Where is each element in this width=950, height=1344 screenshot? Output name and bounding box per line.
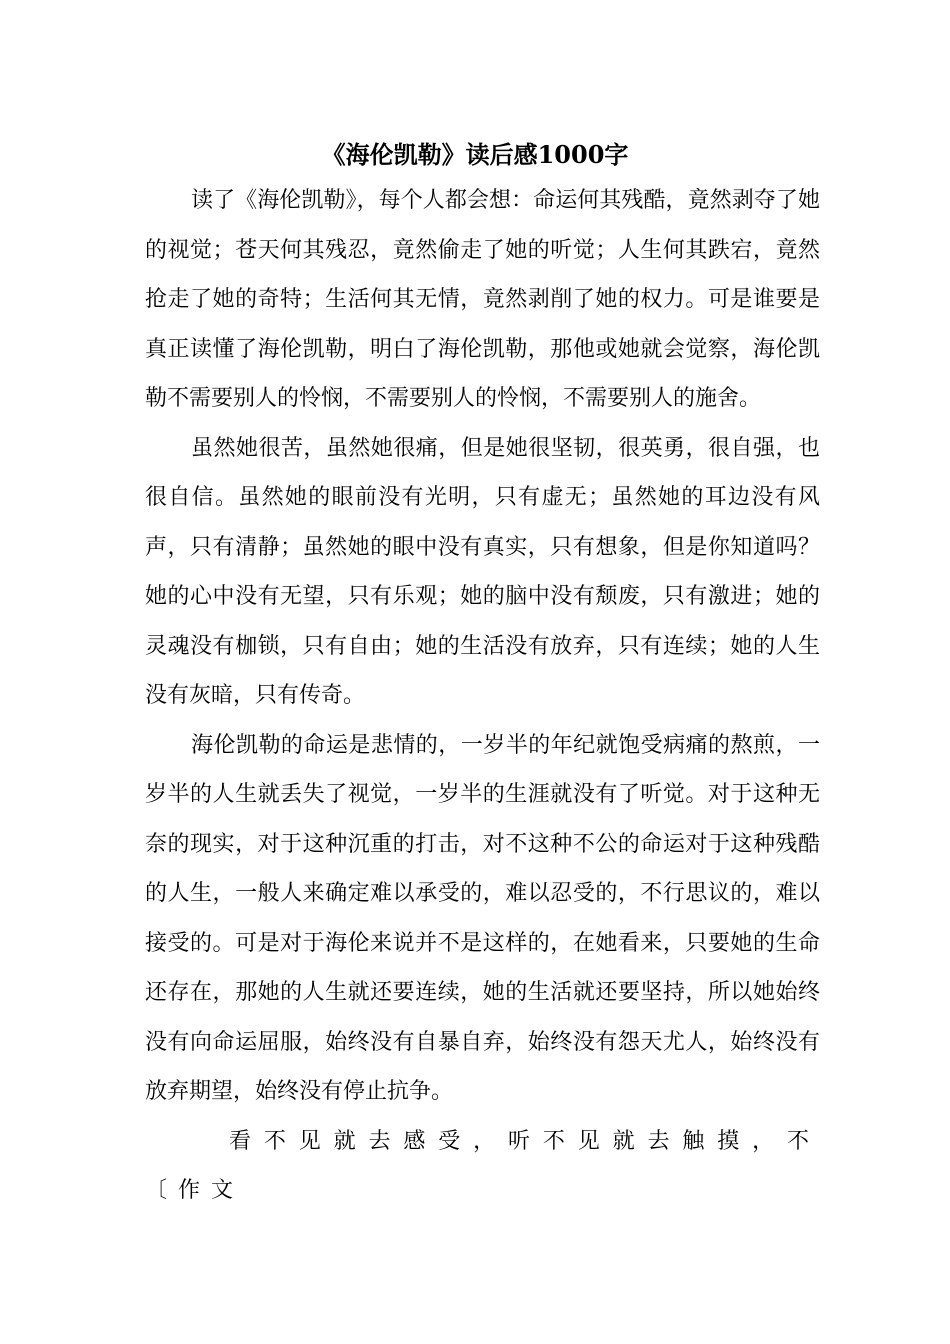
paragraph-2: 虽然她很苦，虽然她很痛，但是她很坚韧，很英勇，很自强，也很自信。虽然她的眼前没有光明，只有虚无；虽然她的耳边没有风声，只有清静；虽然她的眼中没有真实，只有想象，但是你知道吗？她的心中没有无望，只有乐观；她的脑中没有颓废，只有激进；她的灵魂没有枷锁，只有自由；她的生活没有放弃，只有连续；她的人生没有灰暗，只有传奇。	[145, 435, 820, 708]
document-body	[145, 176, 820, 1216]
paragraph-1: 读了《海伦凯勒》，每个人都会想：命运何其残酷，竟然剥夺了她的视觉；苍天何其残忍，竟然偷走了她的听觉；人生何其跌宕，竟然抢走了她的奇特；生活何其无情，竟然剥削了她的权力。可是谁要是真正读懂了海伦凯勒，明白了海伦凯勒，那他或她就会觉察，海伦凯勒不需要别人的怜悯，不需要别人的怜悯，不需要别人的施舍。	[145, 188, 820, 411]
paragraph-4: 看不见就去感受，听不见就去触摸，不〔作文	[145, 1128, 820, 1203]
document-title: 《海伦凯勒》读后感1000字	[321, 140, 629, 169]
paragraph-3: 海伦凯勒的命运是悲情的，一岁半的年纪就饱受病痛的熬煎，一岁半的人生就丢失了视觉，一岁半的生涯就没有了听觉。对于这种无奈的现实，对于这种沉重的打击，对不这种不公的命运对于这种残酷的人生，一般人来确定难以承受的，难以忍受的，不行思议的，难以接受的。可是对于海伦来说并不是这样的，在她看来，只要她的生命还存在，那她的人生就还要连续，她的生活就还要坚持，所以她始终没有向命运屈服，始终没有自暴自弃，始终没有怨天尤人，始终没有放弃期望，始终没有停止抗争。	[145, 732, 820, 1104]
